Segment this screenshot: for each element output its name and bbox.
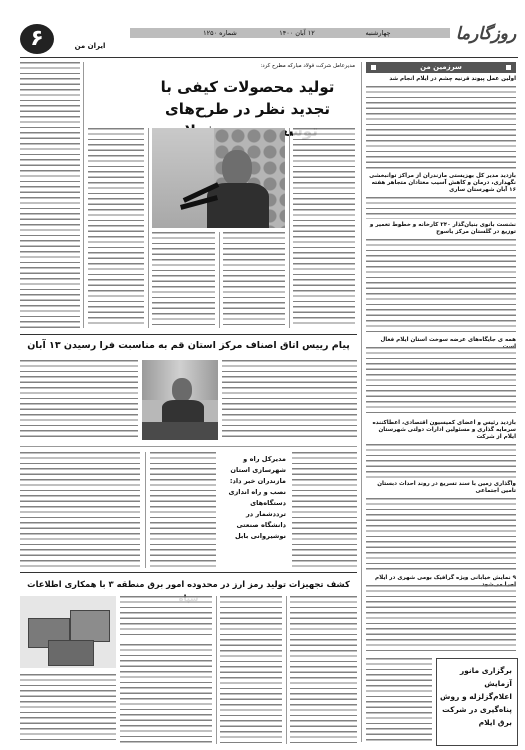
story3-title: مدیرکل راه و شهرسازی استان مازندران خبر داد: نصب و راه اندازی دستگاه‌های ترددشمار در دانشگاه صنعتی نوشیروانی بابل bbox=[228, 455, 286, 540]
page-number-badge: ۶ bbox=[20, 24, 54, 54]
masthead-logo: روزگارما bbox=[455, 24, 517, 44]
lead-body-text bbox=[20, 62, 80, 328]
mining-device bbox=[70, 610, 110, 642]
sidebar-body-text bbox=[366, 444, 516, 478]
sidebar-headline: واگذاری زمین با سند تسریع در روند احداث دبستان تامین اجتماعی bbox=[377, 481, 516, 494]
section-rule bbox=[20, 446, 357, 447]
column-divider bbox=[219, 232, 220, 328]
story4-body-text bbox=[20, 674, 116, 744]
speaker-head bbox=[222, 150, 252, 186]
column-divider bbox=[216, 596, 217, 744]
sidebar-divider bbox=[361, 62, 362, 742]
masthead-date: ۱۲ آبان ۱۴۰۰ bbox=[279, 29, 315, 37]
story4-title: کشف تجهیزات تولید رمز ارز در محدوده امور برق منطقه ۳ با همکاری اطلاعات bbox=[27, 579, 350, 589]
story4-body-text bbox=[220, 596, 282, 744]
sidebar-body-text bbox=[366, 585, 516, 651]
column-divider bbox=[83, 62, 84, 328]
section-rule bbox=[20, 334, 357, 335]
sidebar-bottom-box-title: برگزاری مانور آزمایش اعلام‌گزلزله و روش پناه‌گیری در شرکت برق ایلام bbox=[440, 666, 512, 727]
story2-photo bbox=[142, 360, 218, 440]
sidebar-body-text bbox=[366, 347, 516, 417]
masthead-rule bbox=[20, 57, 518, 58]
sidebar-header-mark bbox=[371, 65, 376, 70]
sidebar-body-text bbox=[366, 197, 516, 219]
sidebar-header-mark bbox=[506, 65, 511, 70]
story4-body-text bbox=[290, 596, 357, 744]
column-divider bbox=[145, 452, 146, 568]
speaker-body bbox=[207, 183, 269, 228]
story3-body-text bbox=[20, 452, 140, 568]
sidebar-title: سرزمین من bbox=[420, 63, 462, 71]
lead-body-text bbox=[152, 232, 215, 328]
story2-title: پیام رییس اتاق اصناف مرکز استان قم به مناسبت فرا رسیدن ۱۳ آبان bbox=[27, 340, 350, 351]
section-label: ایران من bbox=[74, 42, 106, 50]
masthead-issue: شماره ۱۲۵۰ bbox=[203, 29, 237, 37]
sidebar-headline: ۹ نمایش خیابانی ویژه گرافیک بومی شهری در ایلام bbox=[374, 575, 516, 581]
sidebar-body-text bbox=[366, 86, 516, 170]
lead-body-text bbox=[293, 128, 355, 328]
person-head bbox=[172, 378, 192, 402]
sidebar-headline: همه ی جایگاه‌های عرضه سوخت استان ایلام فعال bbox=[380, 337, 516, 343]
story4-photo bbox=[20, 596, 116, 668]
story3-body-text bbox=[150, 452, 216, 568]
lead-kicker: مدیرعامل شرکت فولاد مبارکه مطرح کرد: bbox=[260, 63, 355, 69]
story3-body-text bbox=[292, 452, 357, 568]
sidebar-headline: بازدید رئیس و اعضای کمیسیون اقتصادی، اعطاکننده سرمایه گذاری و مسئولین ادارات دولتی شهرستان ایلام از شرکت bbox=[372, 420, 516, 440]
story2-body-text bbox=[20, 360, 138, 440]
section-rule bbox=[20, 572, 357, 573]
sidebar-bottom-text bbox=[366, 658, 432, 744]
column-divider bbox=[286, 596, 287, 744]
column-divider bbox=[289, 128, 290, 328]
sidebar-body-text bbox=[366, 498, 516, 572]
sidebar-body-text bbox=[366, 239, 516, 335]
mining-device bbox=[48, 640, 94, 666]
sidebar-headline: نشست بانوی بنیان‌گذار ۲۴۰ کارخانه و خطوط تعمیر و توزیع در گلستان مرکز یاسوج bbox=[369, 222, 516, 235]
story4-body-text bbox=[120, 596, 212, 636]
story4-body-text bbox=[120, 644, 212, 744]
sidebar-headline: بازدید مدیر کل بهزیستی مازندران از مراکز توانبخشی نگهداری، درمان و کاهش آسیب معتادان متجاهر هفته ۱۶ آبان شهرستان ساری bbox=[369, 173, 516, 193]
lead-photo bbox=[152, 128, 285, 228]
column-divider bbox=[148, 128, 149, 328]
lead-title: تولید محصولات کیفی با تجدید نظر در طرح‌های bbox=[160, 78, 335, 118]
person-body bbox=[162, 400, 204, 424]
desk bbox=[142, 422, 218, 440]
sidebar-headline: اولین عمل پیوند قرنیه چشم در ایلام انجام شد bbox=[389, 76, 516, 82]
masthead-day: چهارشنبه bbox=[365, 29, 391, 37]
lead-body-text bbox=[88, 128, 144, 328]
lead-body-text bbox=[223, 232, 285, 328]
story2-body-text bbox=[222, 360, 357, 440]
